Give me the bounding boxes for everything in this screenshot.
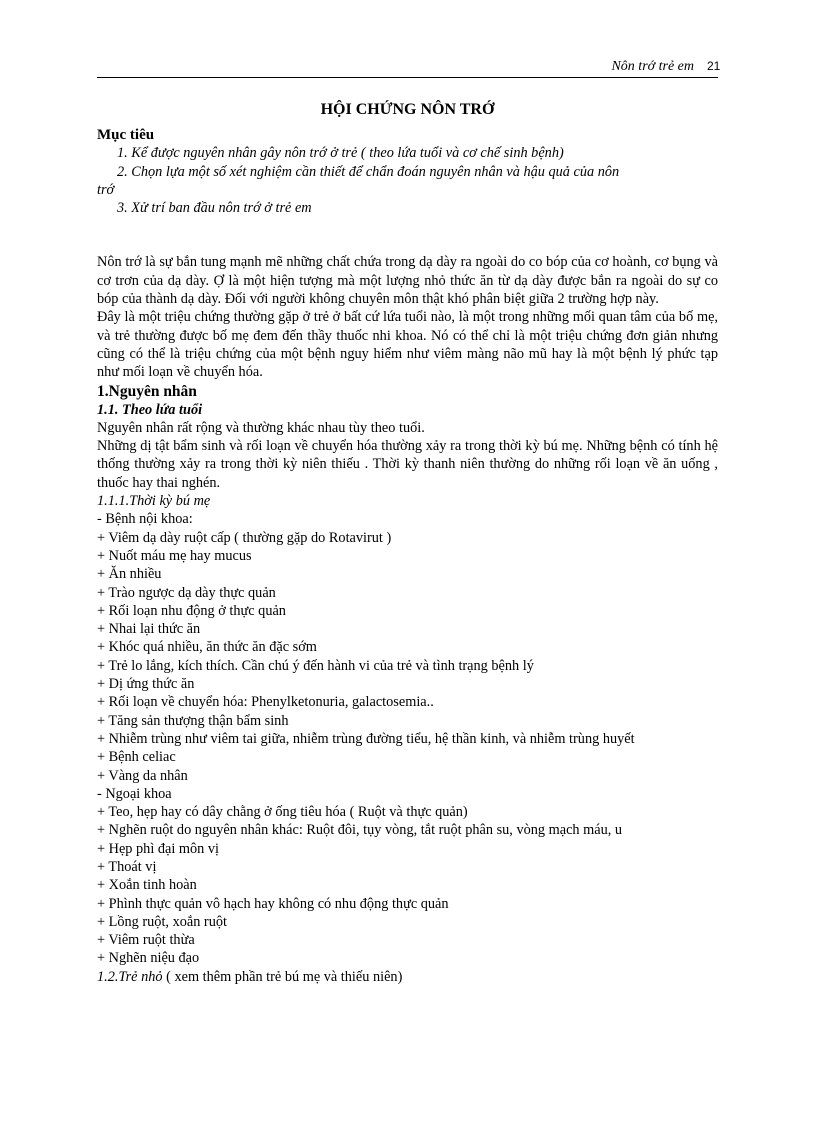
subsection-note: ( xem thêm phần trẻ bú mẹ và thiếu niên) [162, 968, 403, 985]
subsubsection-heading-infancy: 1.1.1.Thời kỳ bú mẹ [97, 493, 211, 510]
list-item: + Hẹp phì đại môn vị [97, 840, 220, 857]
medical-heading: - Bệnh nội khoa: [97, 511, 193, 528]
objective-item-continued: trớ [97, 181, 115, 198]
surgical-heading: - Ngoại khoa [97, 785, 172, 802]
page-title: HỘI CHỨNG NÔN TRỚ [320, 101, 495, 118]
body-paragraph: Những dị tật bẩm sinh và rối loạn về chuyển hóa thường xảy ra trong thời kỳ bú mẹ. Những bệnh có tính hệ thống thường xảy ra trong thời kỳ niên thiếu . Thời kỳ thanh niên thường do những rối loạn về ăn uống , thuốc hay thai nghén. [97, 438, 718, 491]
list-item: + Nhai lại thức ăn [97, 621, 201, 638]
section-heading-causes: 1.Nguyên nhân [97, 382, 197, 400]
list-item: + Dị ứng thức ăn [97, 676, 195, 693]
document-body [97, 100, 718, 986]
page-number: 21 [707, 59, 721, 73]
list-item: + Viêm ruột thừa [97, 932, 195, 949]
list-item: + Xoắn tinh hoàn [97, 877, 197, 894]
list-item: + Trào ngược dạ dày thực quản [97, 584, 276, 601]
list-item: + Nhiễm trùng như viêm tai giữa, nhiễm trùng đường tiểu, hệ thần kinh, và nhiễm trùng huyết [97, 730, 635, 747]
list-item: + Thoát vị [97, 858, 157, 875]
objective-item: 1. Kể được nguyên nhân gây nôn trớ ở trẻ ( theo lứa tuổi và cơ chế sinh bệnh) [117, 145, 564, 162]
list-item: + Rối loạn nhu động ở thực quản [97, 602, 286, 619]
subsection-heading-toddler: 1.2.Trẻ nhỏ [97, 968, 163, 985]
running-header-title: Nôn trớ trẻ em [611, 59, 694, 74]
list-item: + Tăng sản thượng thận bẩm sinh [97, 712, 289, 729]
objective-item: 2. Chọn lựa một số xét nghiệm cần thiết để chẩn đoán nguyên nhân và hậu quả của nôn [117, 163, 620, 180]
list-item: + Teo, hẹp hay có dây chằng ở ống tiêu hóa ( Ruột và thực quản) [97, 804, 468, 821]
list-item: + Viêm dạ dày ruột cấp ( thường gặp do Rotavirut ) [97, 529, 392, 546]
list-item: + Trẻ lo lắng, kích thích. Cần chú ý đến hành vi của trẻ và tình trạng bệnh lý [97, 657, 534, 674]
objectives-heading: Mục tiêu [97, 127, 155, 143]
subsection-toddler [97, 968, 718, 986]
list-item: + Nghẽn niệu đạo [97, 950, 200, 967]
surgical-list [97, 803, 718, 968]
list-item: + Khóc quá nhiều, ăn thức ăn đặc sớm [97, 639, 317, 656]
intro-paragraph: Đây là một triệu chứng thường gặp ở trẻ ở bất cứ lứa tuổi nào, là một trong những mối quan tâm của bố mẹ, và trẻ thường được bố mẹ đem đến thầy thuốc nhi khoa. Nó có thể chỉ là một triệu chứng đơn giản nhưng cũng có thể là triệu chứng của một bệnh nguy hiểm như viêm màng não mũ hay là một bệnh lý phức tạp như mối loạn về chuyển hóa. [97, 309, 718, 381]
list-item: + Phình thực quản vô hạch hay không có nhu động thực quản [97, 895, 449, 912]
list-item: + Lồng ruột, xoắn ruột [97, 913, 227, 930]
list-item: + Bệnh celiac [97, 749, 176, 766]
objective-item: 3. Xử trí ban đầu nôn trớ ở trẻ em [117, 200, 312, 217]
medical-list [97, 529, 718, 785]
list-item: + Ăn nhiều [97, 566, 162, 583]
list-item: + Rối loạn về chuyển hóa: Phenylketonuria, galactosemia.. [97, 694, 434, 711]
list-item: + Vàng da nhân [97, 767, 188, 784]
list-item: + Nghẽn ruột do nguyên nhân khác: Ruột đôi, tụy vòng, tắt ruột phân su, vòng mạch máu, u [97, 822, 623, 839]
body-paragraph: Nguyên nhân rất rộng và thường khác nhau tùy theo tuổi. [97, 419, 425, 436]
header-rule [97, 77, 718, 78]
subsection-heading-by-age: 1.1. Theo lứa tuổi [97, 401, 203, 418]
list-item: + Nuốt máu mẹ hay mucus [97, 547, 252, 564]
intro-paragraph: Nôn trớ là sự bắn tung mạnh mẽ những chất chứa trong dạ dày ra ngoài do co bóp của cơ hoành, cơ bụng và cơ trơn của dạ dày. Ợ là một hiện tượng mà một lượng nhỏ thức ăn từ dạ dày được bắn ra ngoài do sự co bóp của thành dạ dày. Đối với người không chuyên môn thật khó phân biệt giữa 2 trường hợp này. [97, 254, 718, 308]
